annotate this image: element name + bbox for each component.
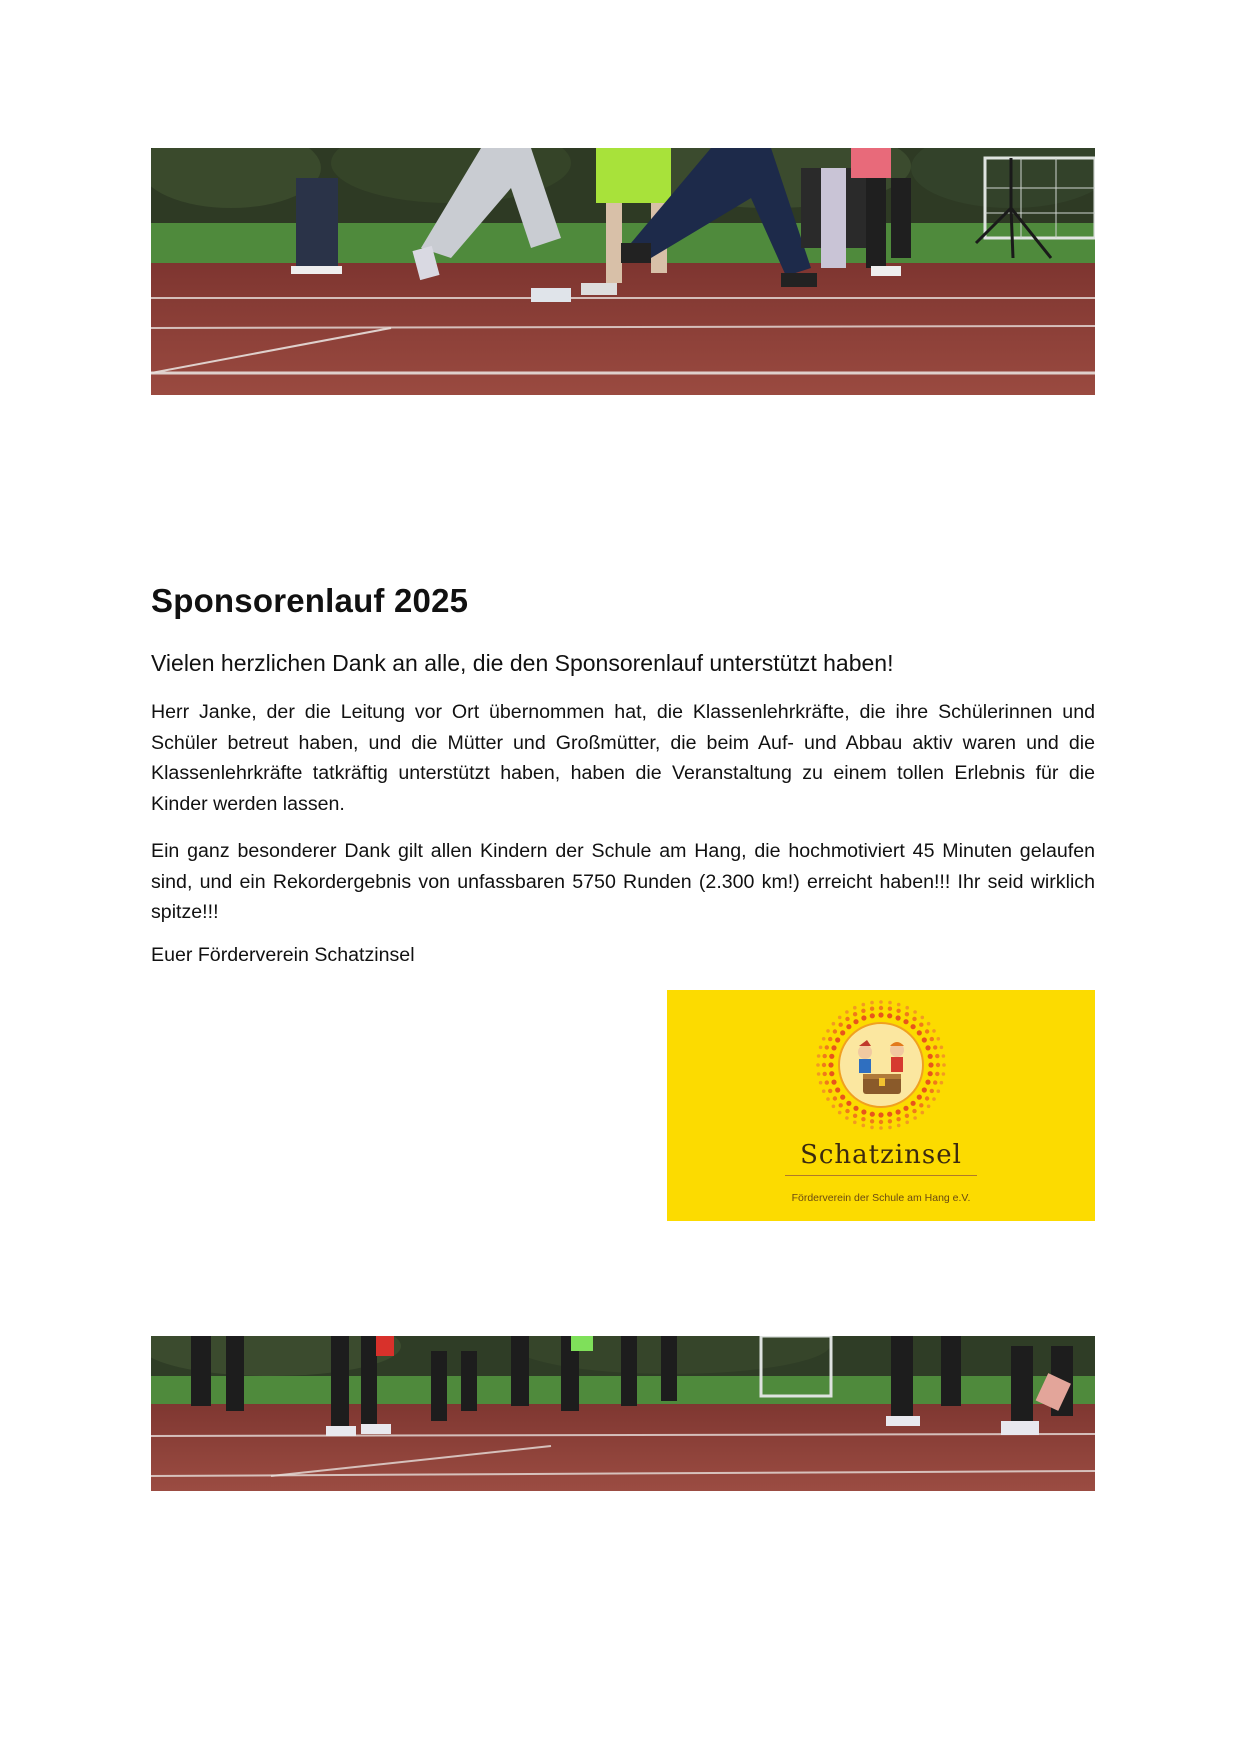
schatzinsel-logo	[667, 990, 1095, 1221]
logo-tagline: Förderverein der Schule am Hang e.V.	[791, 1192, 971, 1204]
body-paragraph-thanks-children: Ein ganz besonderer Dank gilt allen Kindern der Schule am Hang, die hochmotiviert 45 Minuten gelaufen sind, und ein Rekordergebnis von unfassbaren 5750 Runden (2.300 km!) erreicht haben!!! Ihr seid wirklich spitze!!!	[151, 840, 1095, 923]
page-title: Sponsorenlauf 2025	[151, 582, 469, 619]
sun-emblem-icon	[667, 990, 1095, 1130]
logo-name: Schatzinsel	[800, 1140, 962, 1170]
body-paragraph-thanks-helpers: Herr Janke, der die Leitung vor Ort übernommen hat, die Klassenlehrkräfte, die ihre Schülerinnen und Schüler betreut haben, und die Mütter und Großmütter, die beim Auf- und Abbau aktiv waren und die Klassenlehrkräfte tatkräftig unterstützt haben, haben die Veranstaltung zu einem tollen Erlebnis für die Kinder werden lassen.	[151, 701, 1095, 815]
subtitle: Vielen herzlichen Dank an alle, die den Sponsorenlauf unterstützt haben!	[151, 650, 894, 676]
running-track-photo-bottom	[151, 1336, 1095, 1491]
running-track-photo-top	[151, 148, 1095, 395]
signature: Euer Förderverein Schatzinsel	[151, 944, 415, 966]
logo-divider	[785, 1175, 977, 1176]
